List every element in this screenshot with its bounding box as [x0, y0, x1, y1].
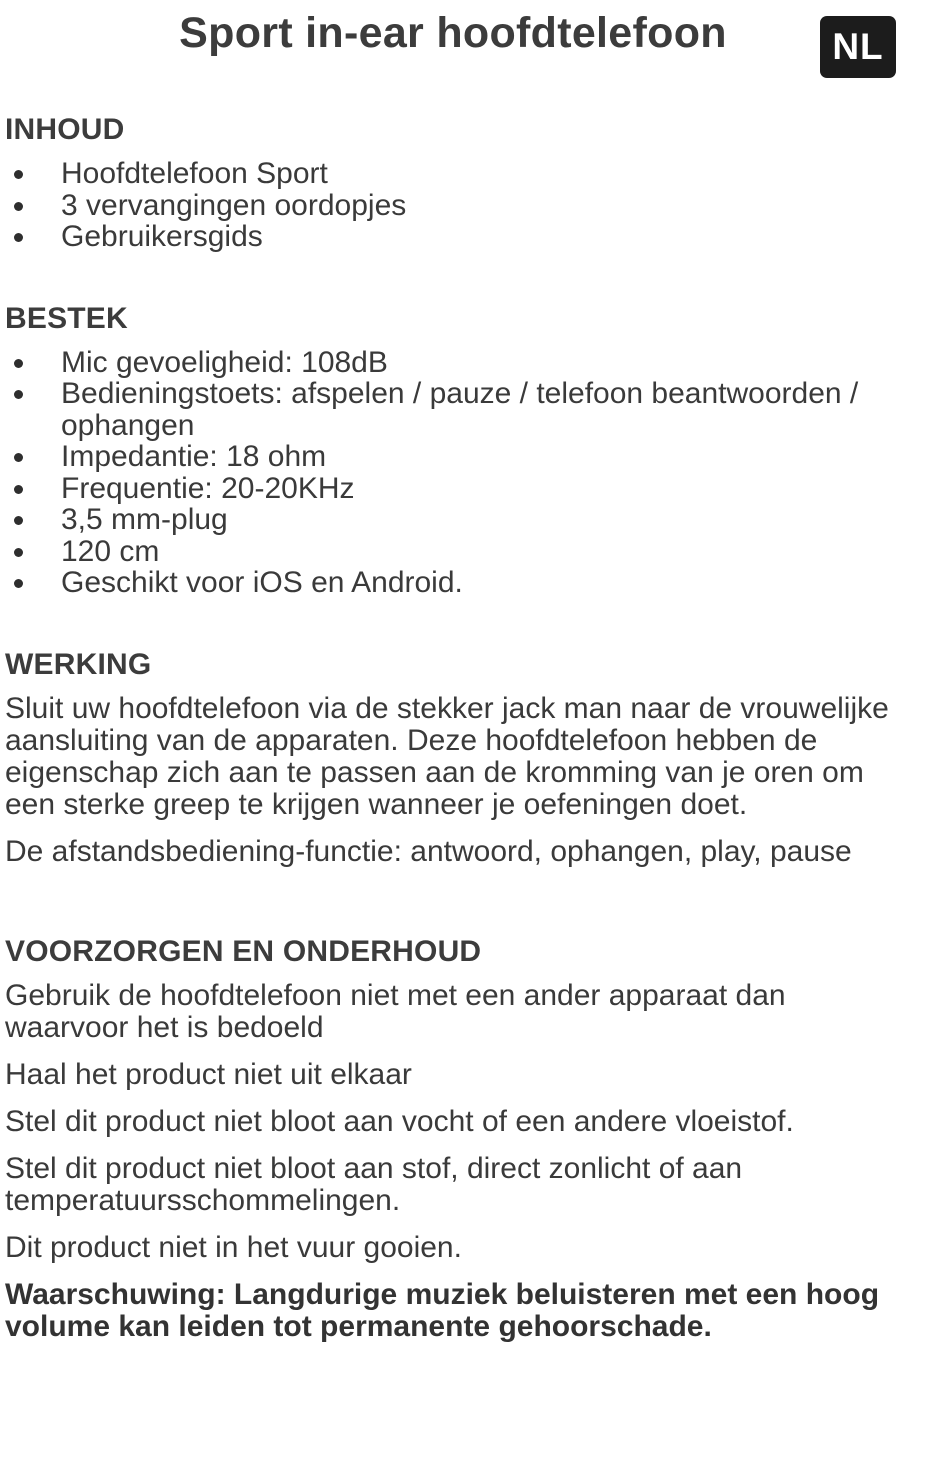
section-bestek [5, 299, 905, 599]
voorzorgen-paragraph: Dit product niet in het vuur gooien. [5, 1230, 462, 1264]
list-item-text: Impedantie: 18 ohm [61, 440, 327, 473]
list-item [5, 378, 905, 441]
list-item-text: Hoofdtelefoon Sport [61, 157, 328, 190]
section-heading-bestek: BESTEK [5, 301, 128, 335]
list-item-text: Bedieningstoets: afspelen / pauze / telefoon beantwoorden / ophangen [61, 377, 859, 442]
voorzorgen-paragraph: Gebruik de hoofdtelefoon niet met een ander apparaat dan waarvoor het is bedoeld [5, 978, 786, 1044]
section-heading-werking: WERKING [5, 647, 152, 681]
bullet-icon [14, 202, 23, 211]
werking-paragraph: Sluit uw hoofdtelefoon via de stekker jack man naar de vrouwelijke aansluiting van de apparaten. Deze hoofdtelefoon hebben de eigenschap zich aan te passen aan de kromming van je oren om een sterke greep te krijgen wanneer je oefeningen doet. [5, 691, 889, 821]
inhoud-list [5, 158, 905, 253]
list-item [5, 158, 905, 190]
section-heading-voorzorgen: VOORZORGEN EN ONDERHOUD [5, 934, 482, 968]
page-title: Sport in-ear hoofdtelefoon [179, 9, 727, 57]
werking-paragraph: De afstandsbediening-functie: antwoord, ophangen, play, pause [5, 834, 852, 868]
bullet-icon [14, 516, 23, 525]
bestek-list [5, 347, 905, 599]
voorzorgen-paragraph: Stel dit product niet bloot aan vocht of een andere vloeistof. [5, 1104, 794, 1138]
bullet-icon [14, 359, 23, 368]
list-item-text: Frequentie: 20-20KHz [61, 471, 355, 505]
manual-content [5, 110, 905, 1343]
list-item [5, 190, 905, 222]
list-item [5, 347, 905, 379]
section-inhoud [5, 110, 905, 253]
list-item [5, 441, 905, 473]
bullet-icon [14, 485, 23, 494]
list-item-text: 3 vervangingen oordopjes [61, 188, 407, 222]
list-item [5, 567, 905, 599]
section-werking [5, 645, 905, 868]
section-voorzorgen [5, 932, 905, 1343]
list-item [5, 536, 905, 568]
bullet-icon [14, 390, 23, 399]
bullet-icon [14, 170, 23, 179]
bullet-icon [14, 233, 23, 242]
list-item [5, 221, 905, 253]
list-item-text: Gebruikersgids [61, 220, 263, 253]
section-heading-inhoud: INHOUD [5, 113, 125, 146]
language-badge: NL [820, 16, 896, 78]
list-item [5, 473, 905, 505]
list-item-text: 120 cm [61, 534, 160, 568]
warning-text: Waarschuwing: Langdurige muziek beluisteren met een hoog volume kan leiden tot permanente gehoorschade. [5, 1277, 880, 1343]
bullet-icon [14, 453, 23, 462]
list-item [5, 504, 905, 536]
list-item-text: Geschikt voor iOS en Android. [61, 566, 463, 599]
bullet-icon [14, 548, 23, 557]
bullet-icon [14, 579, 23, 588]
voorzorgen-paragraph: Haal het product niet uit elkaar [5, 1057, 412, 1091]
voorzorgen-paragraph: Stel dit product niet bloot aan stof, direct zonlicht of aan temperatuursschommelingen. [5, 1151, 743, 1217]
list-item-text: Mic gevoeligheid: 108dB [61, 345, 388, 379]
list-item-text: 3,5 mm-plug [61, 503, 228, 536]
